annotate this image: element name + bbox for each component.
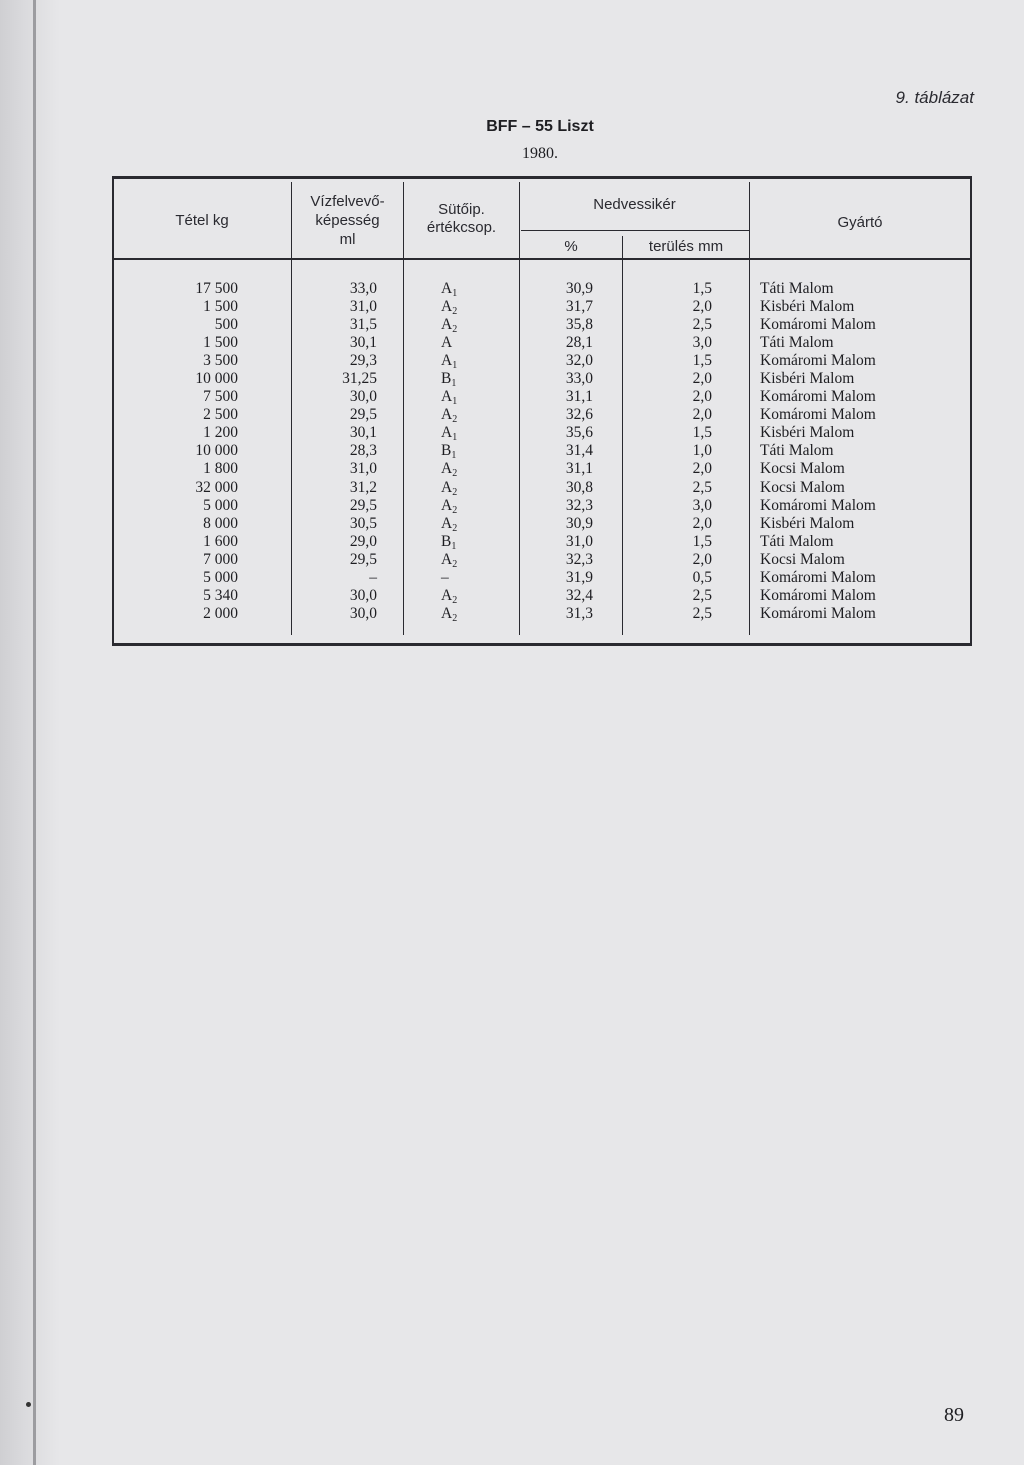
table-cell-pct: 31,3	[565, 604, 593, 622]
table-cell-ter: 2,0	[692, 298, 712, 316]
table-cell-gyarto: Kisbéri Malom	[760, 514, 855, 532]
table-cell-viz: 29,3	[349, 352, 377, 370]
table-cell-tetel: 5 340	[203, 586, 238, 604]
ertekcsop-letter: A	[441, 298, 453, 316]
table-cell-ertekcsop	[441, 533, 491, 551]
table-cell-ter: 2,0	[692, 550, 712, 568]
ertekcsop-letter: B	[441, 370, 452, 388]
header-gyarto: Gyártó	[837, 214, 883, 231]
table-cell-pct: 30,9	[565, 514, 593, 532]
table-cell-pct: 30,8	[565, 478, 593, 496]
ertekcsop-subscript: 1	[452, 360, 458, 372]
table-cell-ertekcsop	[441, 352, 491, 370]
ertekcsop-subscript: 2	[452, 522, 458, 534]
table-cell-gyarto: Kisbéri Malom	[760, 424, 855, 442]
table-title: BFF – 55 Liszt	[486, 118, 594, 135]
table-cell-tetel: 17 500	[195, 280, 238, 297]
table-cell-ter: 1,0	[692, 442, 712, 460]
table-cell-ertekcsop	[441, 280, 491, 298]
table-cell-viz: 30,0	[349, 604, 377, 622]
table-cell-tetel: 500	[214, 316, 238, 334]
table-cell-ter: 1,5	[692, 352, 712, 370]
table-cell-tetel: 1 600	[203, 532, 238, 550]
ertekcsop-subscript: 2	[452, 594, 458, 606]
table-cell-ter: 2,0	[692, 388, 712, 406]
table-cell-gyarto: Kocsi Malom	[760, 550, 845, 568]
ertekcsop-subscript: 2	[452, 468, 458, 480]
ertekcsop-letter: A	[441, 316, 453, 334]
ertekcsop-letter: A	[441, 586, 453, 604]
ertekcsop-subscript: 2	[452, 414, 458, 426]
ertekcsop-letter: A	[441, 604, 453, 622]
ertekcsop-letter: A	[441, 478, 453, 496]
header-nedvessiker: Nedvessikér	[593, 196, 676, 213]
ertekcsop-letter: A	[441, 280, 453, 297]
table-cell-ertekcsop	[441, 605, 491, 623]
table-cell-pct: 31,0	[565, 532, 593, 550]
binding-edge	[33, 0, 36, 1465]
table-cell-ertekcsop	[441, 569, 491, 587]
table-cell-viz: 29,5	[349, 406, 377, 424]
ertekcsop-subscript: 1	[451, 450, 457, 462]
ertekcsop-letter: B	[441, 532, 452, 550]
table-cell-tetel: 32 000	[195, 478, 238, 496]
table-cell-ertekcsop	[441, 298, 491, 316]
table-cell-gyarto: Kocsi Malom	[760, 460, 845, 478]
table-cell-pct: 32,3	[565, 550, 593, 568]
column-vizfelvevo	[300, 280, 377, 623]
table-cell-ter: 1,5	[692, 280, 712, 297]
table-cell-viz: 31,0	[349, 298, 377, 316]
table-cell-ter: 2,5	[692, 604, 712, 622]
table-cell-pct: 31,1	[565, 460, 593, 478]
ertekcsop-letter: A	[441, 550, 453, 568]
table-cell-viz: 29,0	[349, 532, 377, 550]
ertekcsop-subscript: 2	[452, 558, 458, 570]
table-cell-gyarto: Komáromi Malom	[760, 586, 876, 604]
table-cell-pct: 32,0	[565, 352, 593, 370]
table-cell-tetel: 10 000	[195, 370, 238, 388]
table-cell-ter: 2,5	[692, 316, 712, 334]
table-cell-ter: 2,0	[692, 406, 712, 424]
table-cell-gyarto: Táti Malom	[760, 334, 834, 352]
table-cell-ter: 1,5	[692, 424, 712, 442]
table-cell-gyarto: Táti Malom	[760, 280, 834, 297]
ertekcsop-subscript: 2	[452, 324, 458, 336]
table-cell-viz: 31,0	[349, 460, 377, 478]
ertekcsop-subscript: 1	[452, 396, 458, 408]
table-cell-pct: 31,7	[565, 298, 593, 316]
table-cell-pct: 35,6	[565, 424, 593, 442]
table-cell-viz: 30,1	[349, 424, 377, 442]
table-cell-tetel: 3 500	[203, 352, 238, 370]
table-cell-viz: 30,0	[349, 388, 377, 406]
table-year: 1980.	[522, 145, 558, 162]
ertekcsop-letter: –	[441, 568, 449, 586]
ertekcsop-subscript: 1	[452, 288, 458, 299]
ertekcsop-subscript: 2	[452, 306, 458, 318]
table-cell-gyarto: Kocsi Malom	[760, 478, 845, 496]
table-cell-pct: 32,4	[565, 586, 593, 604]
table-cell-viz: 30,1	[349, 334, 377, 352]
table-cell-ertekcsop	[441, 497, 491, 515]
table-cell-ter: 1,5	[692, 532, 712, 550]
table-cell-gyarto: Komáromi Malom	[760, 496, 876, 514]
page-binding-shadow	[0, 0, 60, 1465]
column-nedvessiker-percent	[530, 280, 593, 623]
ertekcsop-letter: A	[441, 352, 453, 370]
table-cell-ertekcsop	[441, 551, 491, 569]
table-cell-ertekcsop	[441, 388, 491, 406]
column-tetel	[150, 280, 238, 623]
ertekcsop-subscript: 2	[452, 486, 458, 498]
table-cell-gyarto: Komáromi Malom	[760, 604, 876, 622]
table-cell-gyarto: Táti Malom	[760, 442, 834, 460]
table-cell-ter: 3,0	[692, 496, 712, 514]
table-cell-viz: 31,2	[349, 478, 377, 496]
table-cell-gyarto: Komáromi Malom	[760, 568, 876, 586]
column-ertekcsop	[441, 280, 491, 623]
table-cell-gyarto: Komáromi Malom	[760, 316, 876, 334]
table-cell-ter: 2,0	[692, 370, 712, 388]
table-cell-pct: 28,1	[565, 334, 593, 352]
column-gyarto	[760, 280, 960, 623]
ertekcsop-letter: A	[441, 496, 453, 514]
table-cell-ertekcsop	[441, 316, 491, 334]
table-cell-viz: –	[369, 568, 377, 586]
table-cell-tetel: 1 500	[203, 298, 238, 316]
header-vizfelvevo-1: Vízfelvevő-	[310, 193, 385, 210]
table-cell-ter: 2,5	[692, 478, 712, 496]
table-cell-ertekcsop	[441, 406, 491, 424]
table-cell-pct: 31,9	[565, 568, 593, 586]
header-vizfelvevo-2: képesség	[315, 212, 380, 229]
table-cell-tetel: 1 200	[203, 424, 238, 442]
ertekcsop-letter: A	[441, 424, 453, 442]
table-cell-pct: 31,1	[565, 388, 593, 406]
header-percent: %	[564, 238, 578, 255]
table-cell-tetel: 2 000	[203, 604, 238, 622]
table-cell-viz: 31,25	[342, 370, 377, 388]
table-cell-pct: 33,0	[565, 370, 593, 388]
table-cell-tetel: 1 500	[203, 334, 238, 352]
table-cell-ter: 0,5	[692, 568, 712, 586]
header-sutoip-1: Sütőip.	[438, 201, 485, 218]
table-cell-ter: 2,0	[692, 460, 712, 478]
table-cell-viz: 31,5	[349, 316, 377, 334]
table-number: 9. táblázat	[895, 88, 974, 107]
table-cell-ter: 2,0	[692, 514, 712, 532]
header-tetel: Tétel kg	[175, 212, 229, 229]
table-cell-viz: 30,0	[349, 586, 377, 604]
table-cell-ertekcsop	[441, 460, 491, 478]
ertekcsop-letter: A	[441, 460, 453, 478]
table-cell-ertekcsop	[441, 370, 491, 388]
table-cell-ertekcsop	[441, 334, 491, 352]
table-cell-viz: 29,5	[349, 550, 377, 568]
ertekcsop-subscript: 1	[451, 540, 457, 552]
table-cell-ter: 3,0	[692, 334, 712, 352]
header-vizfelvevo-3: ml	[339, 231, 356, 248]
header-sutoip-2: értékcsop.	[426, 219, 497, 236]
ertekcsop-letter: B	[441, 442, 452, 460]
table-cell-gyarto: Komáromi Malom	[760, 406, 876, 424]
table-cell-tetel: 5 000	[203, 568, 238, 586]
ertekcsop-letter: A	[441, 514, 453, 532]
table-cell-gyarto: Táti Malom	[760, 532, 834, 550]
table-cell-ertekcsop	[441, 587, 491, 605]
table-cell-viz: 29,5	[349, 496, 377, 514]
ertekcsop-subscript: 2	[452, 612, 458, 624]
table-cell-pct: 30,9	[565, 280, 593, 297]
table-cell-ertekcsop	[441, 442, 491, 460]
table-cell-tetel: 7 000	[203, 550, 238, 568]
table-cell-gyarto: Kisbéri Malom	[760, 370, 855, 388]
table-cell-ertekcsop	[441, 479, 491, 497]
table-cell-ter: 2,5	[692, 586, 712, 604]
ertekcsop-letter: A	[441, 334, 453, 352]
table-cell-viz: 30,5	[349, 514, 377, 532]
table-cell-ertekcsop	[441, 515, 491, 533]
table-cell-tetel: 5 000	[203, 496, 238, 514]
table-cell-viz: 28,3	[349, 442, 377, 460]
table-cell-gyarto: Komáromi Malom	[760, 352, 876, 370]
table-cell-pct: 31,4	[565, 442, 593, 460]
header-terules: terülés mm	[648, 238, 724, 255]
table-cell-pct: 35,8	[565, 316, 593, 334]
table-cell-tetel: 7 500	[203, 388, 238, 406]
ertekcsop-letter: A	[441, 406, 453, 424]
ertekcsop-letter: A	[441, 388, 453, 406]
ertekcsop-subscript: 2	[452, 504, 458, 516]
column-terules	[640, 280, 712, 623]
table-cell-ertekcsop	[441, 424, 491, 442]
table-cell-gyarto: Kisbéri Malom	[760, 298, 855, 316]
table-cell-pct: 32,6	[565, 406, 593, 424]
ertekcsop-subscript: 1	[452, 432, 458, 444]
page-number: 89	[944, 1404, 964, 1426]
table-cell-pct: 32,3	[565, 496, 593, 514]
margin-mark	[26, 1402, 31, 1407]
table-cell-viz: 33,0	[349, 280, 377, 297]
table-cell-tetel: 10 000	[195, 442, 238, 460]
table-cell-tetel: 1 800	[203, 460, 238, 478]
table-cell-tetel: 8 000	[203, 514, 238, 532]
table-cell-gyarto: Komáromi Malom	[760, 388, 876, 406]
table-cell-tetel: 2 500	[203, 406, 238, 424]
ertekcsop-subscript: 1	[451, 378, 457, 390]
